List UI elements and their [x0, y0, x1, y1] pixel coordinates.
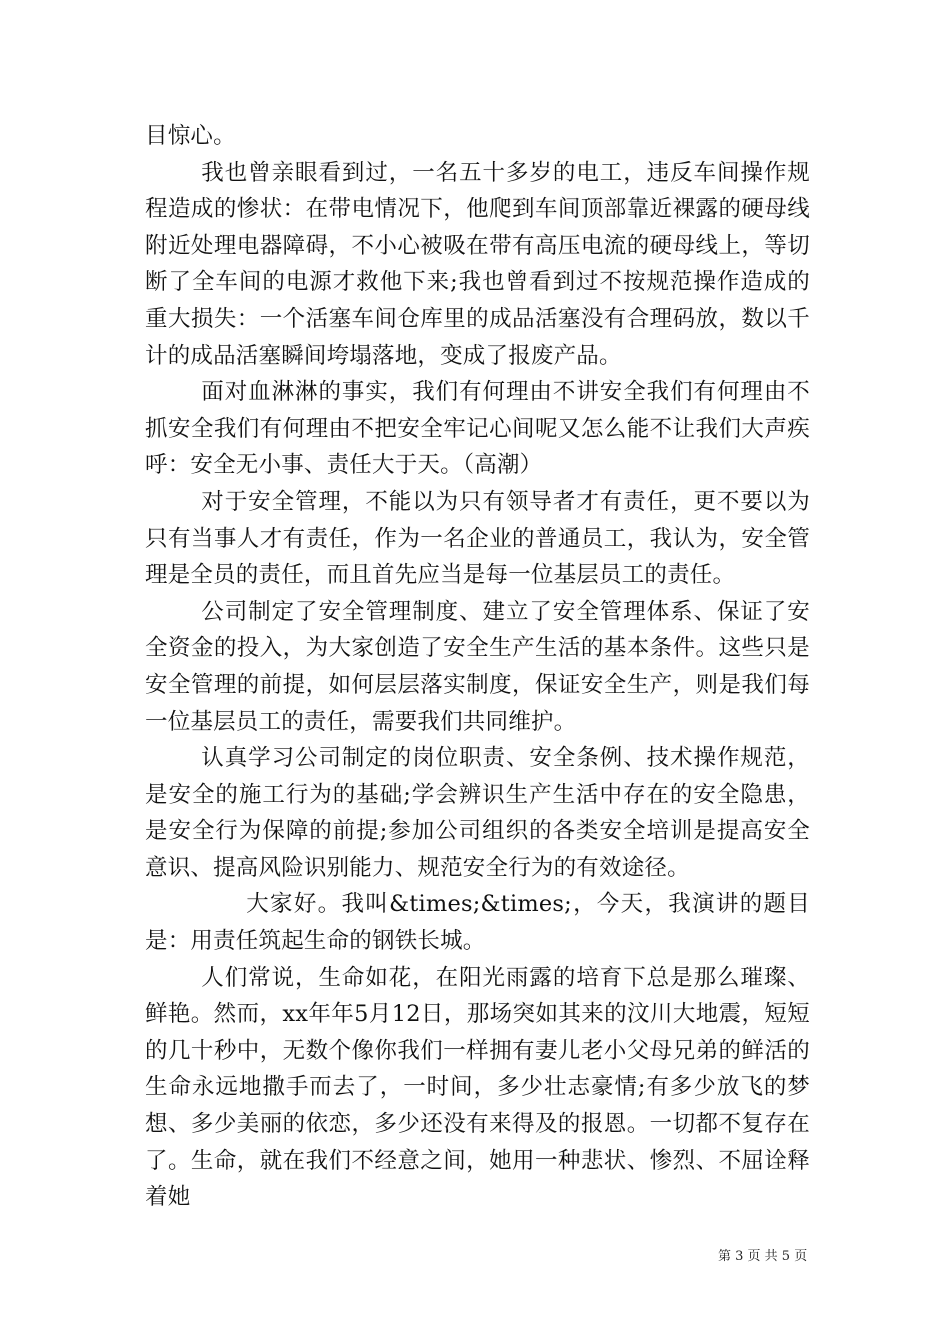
paragraph-safety-responsibility: 对于安全管理，不能以为只有领导者才有责任，更不要以为只有当事人才有责任，作为一名企业的普通员工，我认为，安全管理是全员的责任，而且首先应当是每一位基层员工的责任。	[145, 488, 810, 589]
paragraph-safety-appeal: 面对血淋淋的事实，我们有何理由不讲安全我们有何理由不抓安全我们有何理由不把安全牢记心间呢又怎么能不让我们大声疾呼：安全无小事、责任大于天。（高潮）	[145, 379, 810, 479]
page-number-footer	[718, 1249, 807, 1265]
paragraph-electrician-incident: 我也曾亲眼看到过，一名五十多岁的电工，违反车间操作规程造成的惨状：在带电情况下，他爬到车间顶部靠近裸露的硬母线附近处理电器障碍，不小心被吸在带有高压电流的硬母线上，等切断了全车间的电源才救他下来;我也曾看到过不按规范操作造成的重大损失：一个活塞车间仓库里的成品活塞没有合理码放，数以千计的成品活塞瞬间垮塌落地，变成了报废产品。	[145, 159, 810, 369]
paragraph-life-like-flower: 人们常说，生命如花，在阳光雨露的培育下总是那么璀璨、鲜艳。然而，xx年年5月12日，那场突如其来的汶川大地震，短短的几十秒中，无数个像你我们一样拥有妻儿老小父母兄弟的鲜活的生命永远地撒手而去了，一时间，多少壮志豪情;有多少放飞的梦想、多少美丽的依恋，多少还没有来得及的报恩。一切都不复存在了。生命，就在我们不经意之间，她用一种悲状、惨烈、不屈诠释着她	[145, 964, 810, 1211]
paragraph-learning-rules: 认真学习公司制定的岗位职责、安全条例、技术操作规范，是安全的施工行为的基础;学会辨识生产生活中存在的安全隐患，是安全行为保障的前提;参加公司组织的各类安全培训是提高安全意识、提高风险识别能力、规范安全行为的有效途径。	[145, 745, 810, 881]
paragraph-speech-opening: 大家好。我叫&times;&times;，今天，我演讲的题目是：用责任筑起生命的钢铁长城。	[145, 891, 810, 955]
paragraph-company-system: 公司制定了安全管理制度、建立了安全管理体系、保证了安全资金的投入，为大家创造了安全生产生活的基本条件。这些只是安全管理的前提，如何层层落实制度，保证安全生产，则是我们每一位基层员工的责任，需要我们共同维护。	[145, 598, 810, 735]
document-body	[145, 118, 810, 1216]
page-number-label: 第 3 页 共 5 页	[718, 1249, 808, 1264]
paragraph-continuation: 目惊心。	[145, 123, 236, 149]
